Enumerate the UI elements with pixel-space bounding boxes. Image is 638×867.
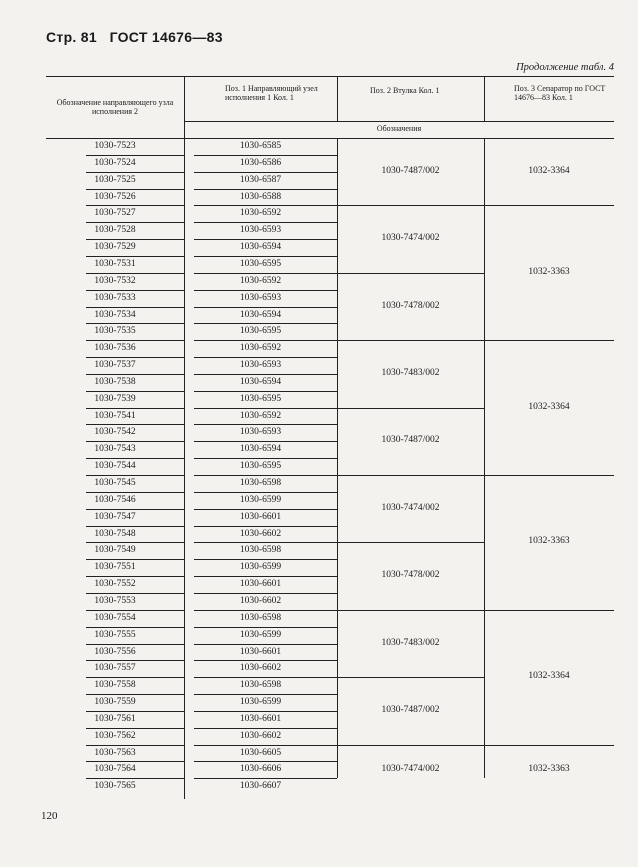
table-cell-pos2: 1030-7474/002 [381, 233, 440, 244]
group-rule [484, 205, 614, 206]
table-cell-pos1: 1030-6585 [239, 141, 282, 151]
row-rule [86, 694, 184, 695]
row-rule [194, 627, 337, 628]
row-rule [194, 745, 337, 746]
table-cell-pos1: 1030-6595 [239, 326, 282, 337]
row-rule [86, 307, 184, 308]
page-number: 120 [41, 810, 58, 822]
row-rule [86, 273, 184, 274]
column-header-pos3: Поз. 3 Сепаратор по ГОСТ 14676—83 Кол. 1 [514, 84, 606, 102]
row-rule [86, 644, 184, 645]
table-cell-pos2: 1030-7474/002 [381, 763, 440, 774]
table-cell-designation: 1030-7527 [94, 208, 136, 219]
group-rule [337, 610, 484, 611]
table-cell-pos3: 1032-3364 [528, 671, 570, 682]
subheader-rule [184, 121, 614, 122]
row-rule [86, 542, 184, 543]
group-rule [337, 542, 484, 543]
row-rule [86, 610, 184, 611]
table-cell-pos2: 1030-7483/002 [381, 367, 440, 378]
row-rule [86, 391, 184, 392]
table-cell-pos1: 1030-6594 [239, 444, 282, 455]
group-rule [337, 408, 484, 409]
group-rule [337, 205, 484, 206]
table-cell-pos1: 1030-6593 [239, 225, 282, 236]
table-cell-pos1: 1030-6601 [239, 713, 282, 724]
table-cell-pos1: 1030-6599 [239, 494, 282, 505]
row-rule [194, 307, 337, 308]
row-rule [86, 475, 184, 476]
row-rule [194, 728, 337, 729]
group-rule [484, 340, 614, 341]
table-cell-pos1: 1030-6595 [239, 393, 282, 404]
row-rule [194, 542, 337, 543]
table-cell-pos2: 1030-7487/002 [381, 704, 440, 715]
row-rule [194, 408, 337, 409]
column-header-designation: Обозначение направляющего узла исполнения 2 [56, 98, 174, 116]
table-cell-designation: 1030-7537 [94, 360, 136, 371]
table-cell-designation: 1030-7558 [94, 680, 136, 691]
table-cell-designation: 1030-7533 [94, 292, 136, 303]
table-cell-designation: 1030-7555 [94, 629, 136, 640]
group-rule [484, 745, 614, 746]
row-rule [86, 576, 184, 577]
group-rule [337, 475, 484, 476]
row-rule [194, 576, 337, 577]
table-cell-pos1: 1030-6607 [239, 781, 282, 792]
table-cell-designation: 1030-7534 [94, 309, 136, 320]
row-rule [86, 593, 184, 594]
table-cell-designation: 1030-7549 [94, 545, 136, 556]
row-rule [194, 458, 337, 459]
table-cell-pos2: 1030-7474/002 [381, 502, 440, 513]
table-cell-pos1: 1030-6595 [239, 258, 282, 269]
group-rule [337, 273, 484, 274]
row-rule [194, 340, 337, 341]
table-cell-designation: 1030-7531 [94, 258, 136, 269]
row-rule [194, 205, 337, 206]
row-rule [86, 222, 184, 223]
table-cell-designation: 1030-7535 [94, 326, 136, 337]
row-rule [194, 239, 337, 240]
table-cell-designation: 1030-7563 [94, 747, 136, 758]
row-rule [194, 273, 337, 274]
subheader-designations: Обозначения [376, 124, 422, 133]
row-rule [194, 526, 337, 527]
row-rule [86, 340, 184, 341]
group-rule [484, 610, 614, 611]
table-cell-pos1: 1030-6592 [239, 410, 282, 421]
row-rule [194, 391, 337, 392]
table-cell-pos1: 1030-6594 [239, 309, 282, 320]
row-rule [86, 492, 184, 493]
table-cell-pos1: 1030-6599 [239, 697, 282, 708]
row-rule [194, 761, 337, 762]
column-divider [484, 138, 485, 778]
row-rule [194, 593, 337, 594]
table-cell-designation: 1030-7532 [94, 275, 136, 286]
row-rule [86, 778, 184, 779]
row-rule [194, 290, 337, 291]
table-cell-designation: 1030-7557 [94, 663, 136, 674]
row-rule [194, 644, 337, 645]
row-rule [86, 374, 184, 375]
table-cell-pos1: 1030-6599 [239, 629, 282, 640]
row-rule [86, 408, 184, 409]
row-rule [86, 559, 184, 560]
table-cell-pos1: 1030-6601 [239, 511, 282, 522]
row-rule [194, 155, 337, 156]
table-cell-pos3: 1032-3364 [528, 165, 570, 176]
table-cell-pos2: 1030-7478/002 [381, 570, 440, 581]
table-cell-pos1: 1030-6598 [239, 478, 282, 488]
column-header-pos1: Поз. 1 Направляющий узел исполнения 1 Кол. 1 [225, 84, 318, 102]
table-cell-designation: 1030-7541 [94, 410, 136, 421]
row-rule [86, 761, 184, 762]
row-rule [86, 205, 184, 206]
table-cell-pos1: 1030-6587 [239, 174, 282, 185]
row-rule [194, 357, 337, 358]
row-rule [86, 441, 184, 442]
table-cell-designation: 1030-7524 [94, 157, 136, 168]
table-cell-pos2: 1030-7478/002 [381, 300, 440, 311]
row-rule [86, 172, 184, 173]
row-rule [194, 778, 337, 779]
table-top-rule [46, 76, 614, 77]
table-cell-pos3: 1032-3363 [528, 763, 570, 774]
table-cell-designation: 1030-7559 [94, 697, 136, 708]
row-rule [194, 610, 337, 611]
table-cell-pos1: 1030-6598 [239, 680, 282, 691]
row-rule [194, 492, 337, 493]
column-divider [484, 76, 485, 121]
row-rule [194, 559, 337, 560]
table-cell-pos1: 1030-6593 [239, 360, 282, 371]
row-rule [86, 728, 184, 729]
table-continuation-note: Продолжение табл. 4 [516, 62, 614, 73]
table-cell-designation: 1030-7526 [94, 191, 136, 202]
table-cell-designation: 1030-7538 [94, 376, 136, 387]
table-cell-pos2: 1030-7483/002 [381, 637, 440, 648]
table-cell-pos1: 1030-6601 [239, 579, 282, 590]
table-cell-designation: 1030-7529 [94, 242, 136, 253]
group-rule [337, 340, 484, 341]
row-rule [194, 189, 337, 190]
table-cell-pos1: 1030-6602 [239, 730, 282, 741]
table-cell-pos1: 1030-6602 [239, 595, 282, 606]
row-rule [86, 509, 184, 510]
row-rule [194, 424, 337, 425]
table-cell-pos1: 1030-6605 [239, 747, 282, 758]
group-rule [484, 475, 614, 476]
group-rule [337, 677, 484, 678]
table-cell-pos1: 1030-6598 [239, 612, 282, 623]
row-rule [194, 441, 337, 442]
row-rule [194, 256, 337, 257]
table-cell-pos1: 1030-6594 [239, 242, 282, 253]
table-cell-pos3: 1032-3364 [528, 401, 570, 412]
table-cell-designation: 1030-7546 [94, 494, 136, 505]
group-rule [337, 745, 484, 746]
row-rule [86, 323, 184, 324]
table-cell-designation: 1030-7544 [94, 461, 136, 472]
row-rule [86, 526, 184, 527]
table-cell-designation: 1030-7523 [94, 141, 136, 151]
table-cell-designation: 1030-7525 [94, 174, 136, 185]
row-rule [194, 475, 337, 476]
table-cell-pos1: 1030-6588 [239, 191, 282, 202]
table-cell-pos1: 1030-6602 [239, 528, 282, 539]
header-bottom-rule [46, 138, 614, 139]
row-rule [86, 627, 184, 628]
table-cell-pos1: 1030-6599 [239, 562, 282, 573]
row-rule [86, 256, 184, 257]
table-cell-designation: 1030-7528 [94, 225, 136, 236]
table-cell-designation: 1030-7562 [94, 730, 136, 741]
row-rule [194, 694, 337, 695]
table-cell-pos1: 1030-6592 [239, 208, 282, 219]
table-cell-pos1: 1030-6592 [239, 275, 282, 286]
table-cell-pos1: 1030-6586 [239, 157, 282, 168]
row-rule [194, 660, 337, 661]
standard-number: ГОСТ 14676—83 [109, 29, 223, 45]
row-rule [86, 290, 184, 291]
table-cell-pos1: 1030-6594 [239, 376, 282, 387]
table-cell-designation: 1030-7564 [94, 764, 136, 775]
row-rule [194, 374, 337, 375]
table-cell-designation: 1030-7545 [94, 478, 136, 488]
row-rule [194, 172, 337, 173]
table-cell-designation: 1030-7547 [94, 511, 136, 522]
row-rule [86, 677, 184, 678]
row-rule [194, 711, 337, 712]
table-cell-designation: 1030-7542 [94, 427, 136, 438]
table-cell-designation: 1030-7551 [94, 562, 136, 573]
row-rule [86, 357, 184, 358]
row-rule [86, 239, 184, 240]
table-cell-pos1: 1030-6602 [239, 663, 282, 674]
row-rule [86, 711, 184, 712]
table-cell-pos1: 1030-6598 [239, 545, 282, 556]
table-cell-designation: 1030-7536 [94, 343, 136, 354]
row-rule [86, 155, 184, 156]
table-cell-designation: 1030-7548 [94, 528, 136, 539]
row-rule [86, 660, 184, 661]
table-cell-designation: 1030-7553 [94, 595, 136, 606]
table-cell-pos2: 1030-7487/002 [381, 435, 440, 446]
row-rule [194, 509, 337, 510]
row-rule [194, 323, 337, 324]
page-header [46, 29, 223, 45]
table-cell-pos3: 1032-3363 [528, 266, 570, 277]
table-cell-pos3: 1032-3363 [528, 536, 570, 547]
table-cell-designation: 1030-7554 [94, 612, 136, 623]
row-rule [86, 458, 184, 459]
row-rule [194, 677, 337, 678]
row-rule [86, 424, 184, 425]
column-divider [184, 76, 185, 799]
row-rule [194, 222, 337, 223]
table-cell-pos1: 1030-6601 [239, 646, 282, 657]
table-cell-designation: 1030-7552 [94, 579, 136, 590]
table-cell-designation: 1030-7539 [94, 393, 136, 404]
table-cell-designation: 1030-7543 [94, 444, 136, 455]
table-cell-pos2: 1030-7487/002 [381, 165, 440, 176]
table-cell-designation: 1030-7561 [94, 713, 136, 724]
column-divider [337, 76, 338, 121]
table-cell-pos1: 1030-6593 [239, 427, 282, 438]
row-rule [86, 745, 184, 746]
table-cell-designation: 1030-7556 [94, 646, 136, 657]
table-cell-pos1: 1030-6593 [239, 292, 282, 303]
table-cell-pos1: 1030-6595 [239, 461, 282, 472]
column-header-pos2: Поз. 2 Втулка Кол. 1 [370, 86, 440, 95]
table-cell-pos1: 1030-6606 [239, 764, 282, 775]
column-divider [337, 138, 338, 778]
row-rule [86, 189, 184, 190]
table-cell-pos1: 1030-6592 [239, 343, 282, 354]
table-cell-designation: 1030-7565 [94, 781, 136, 792]
page-label: Стр. 81 [46, 29, 97, 45]
